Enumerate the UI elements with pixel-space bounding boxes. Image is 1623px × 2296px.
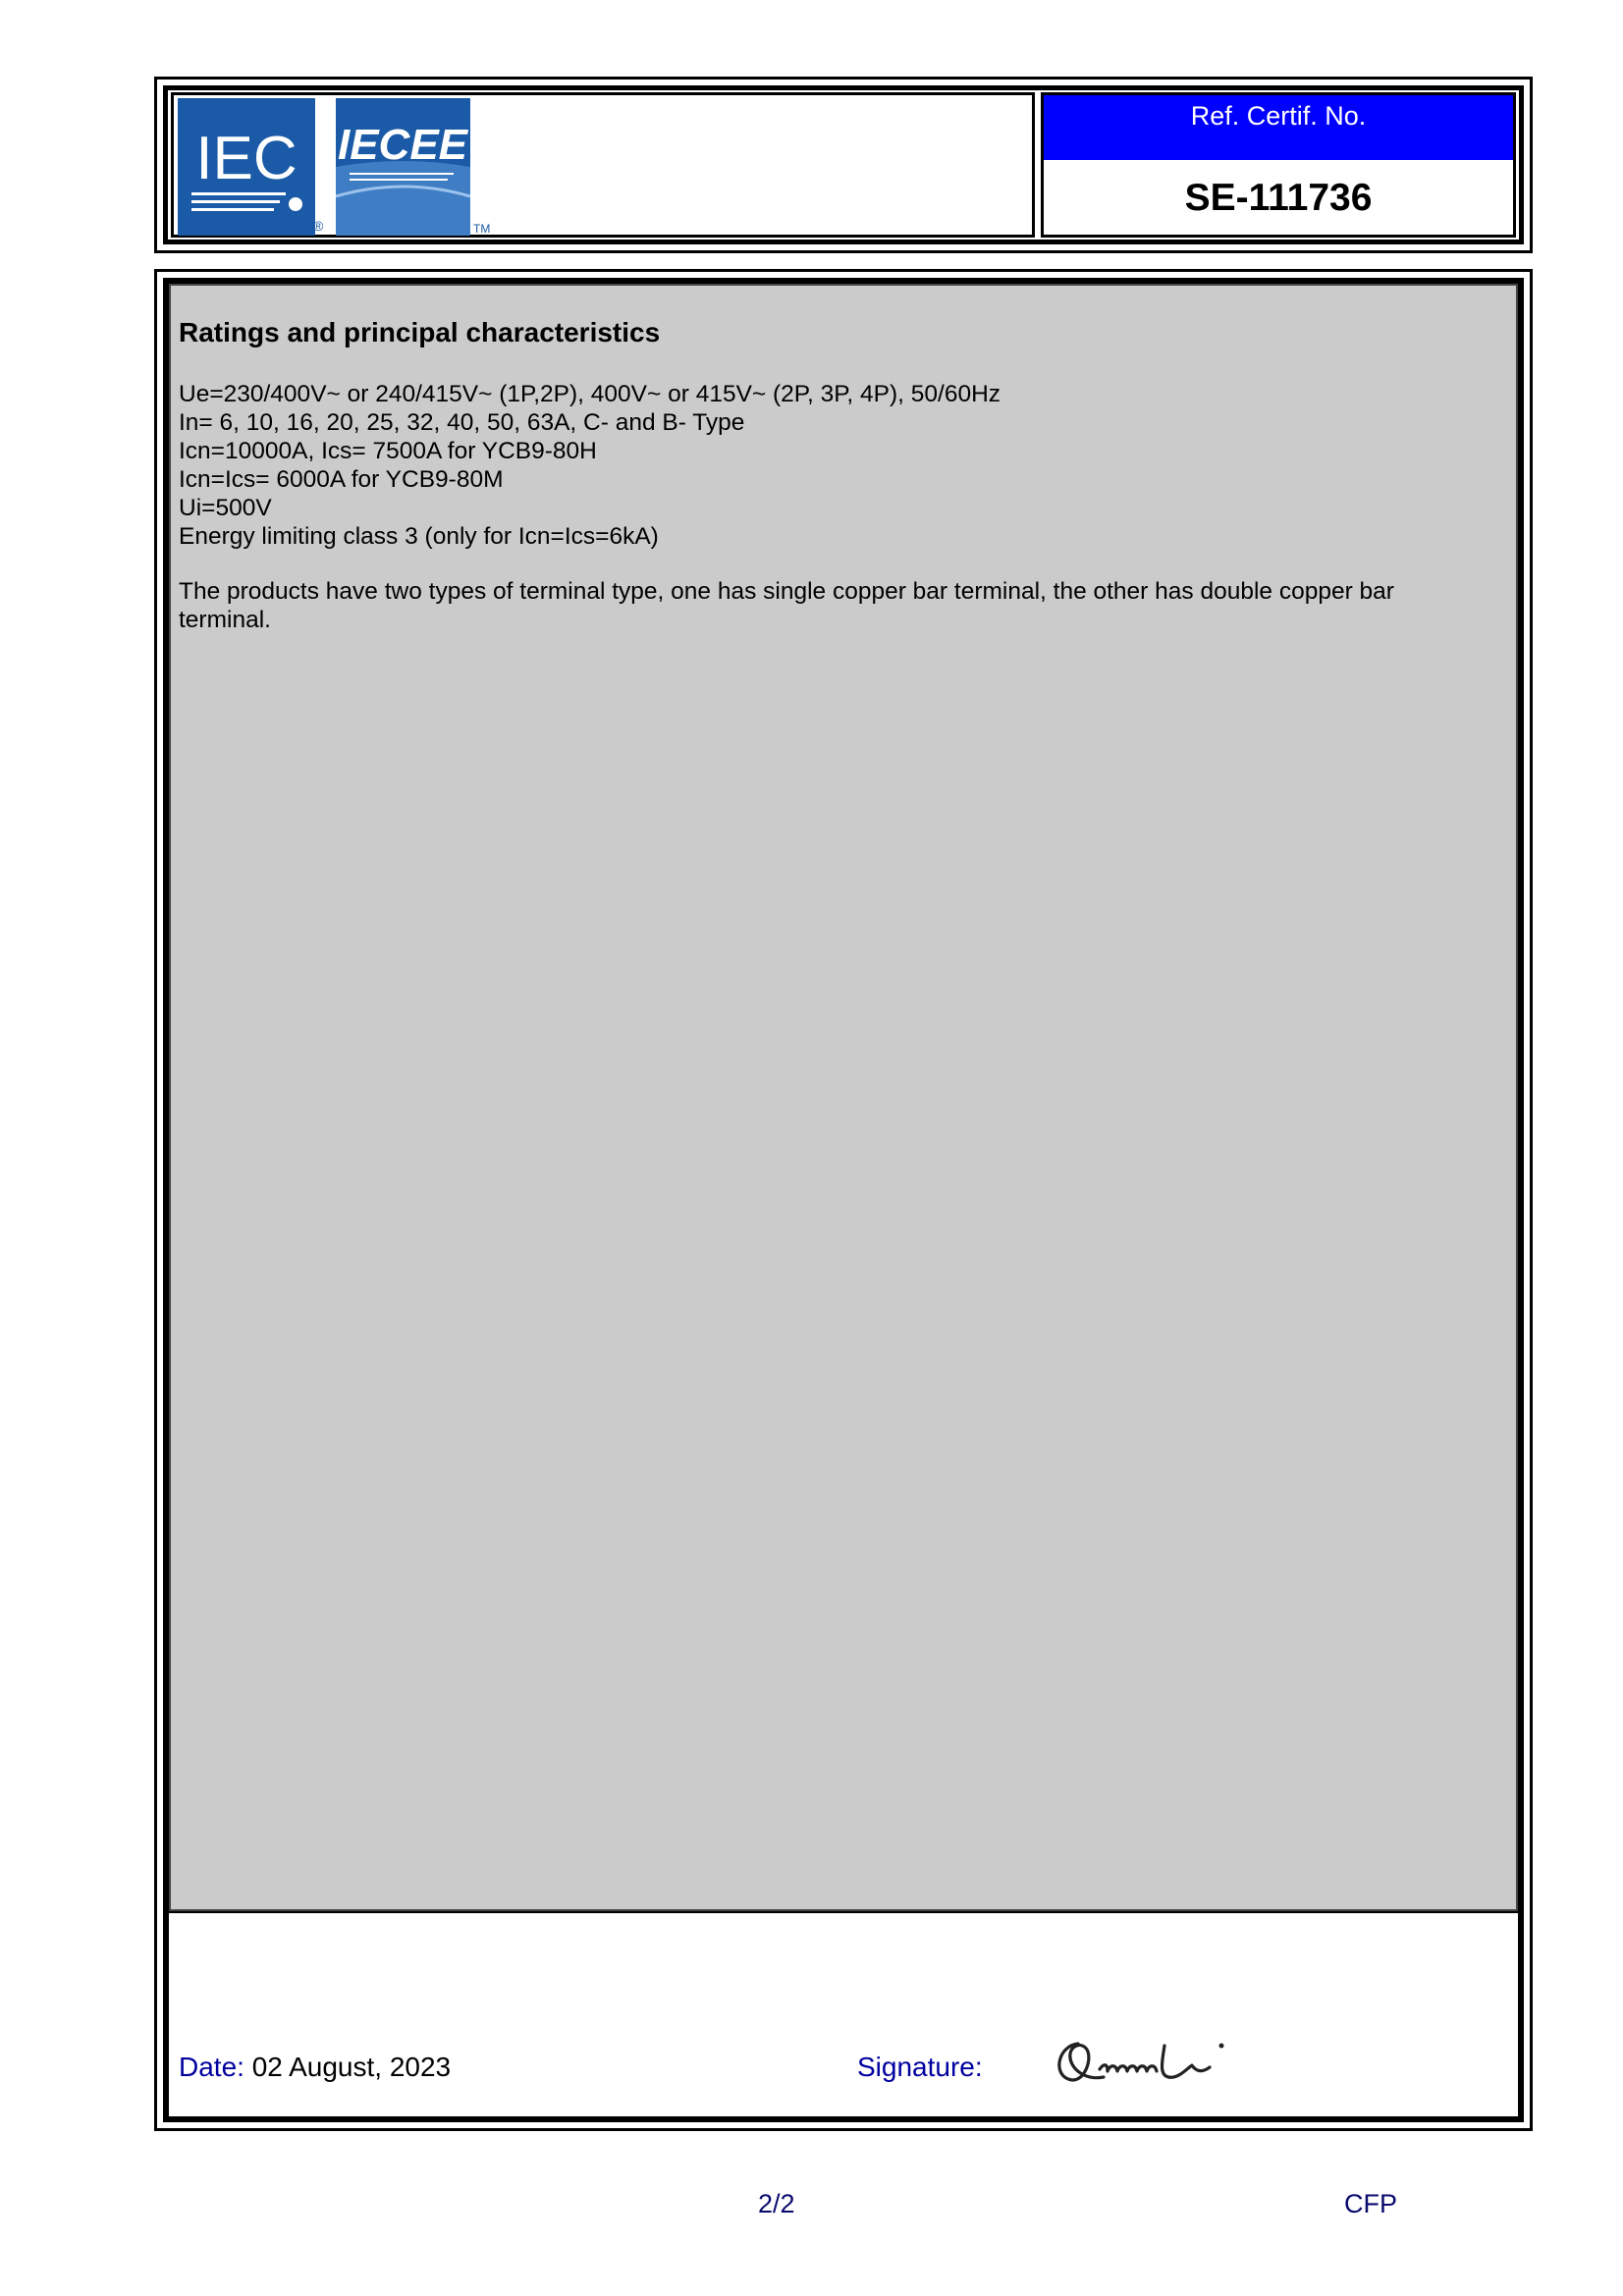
iec-registered-mark: ® — [313, 218, 324, 234]
iecee-logo-text: IECEE — [337, 121, 468, 169]
date-label: Date: — [179, 2052, 244, 2082]
ratings-line: Icn=Ics= 6000A for YCB9-80M — [179, 466, 504, 493]
ref-certificate-label: Ref. Certif. No. — [1044, 95, 1513, 160]
date-value: 02 August, 2023 — [251, 2052, 452, 2082]
section-heading: Ratings and principal characteristics — [179, 317, 661, 347]
ratings-line: Icn=10000A, Ics= 7500A for YCB9-80H — [179, 438, 597, 464]
ref-certificate-box — [1041, 92, 1516, 238]
ratings-list — [179, 380, 1001, 551]
ratings-line: Ue=230/400V~ or 240/415V~ (1P,2P), 400V~ or 415V~ (2P, 3P, 4P), 50/60Hz — [179, 381, 1001, 407]
signature-label: Signature: — [857, 2052, 983, 2082]
page-number: 2/2 — [758, 2189, 795, 2218]
iecee-logo-icon — [336, 98, 470, 236]
document-code: CFP — [1344, 2189, 1397, 2218]
terminal-description: The products have two types of terminal type, one has single copper bar terminal, the other has double copper bar terminal. — [179, 578, 1394, 633]
ref-certificate-number: SE-111736 — [1184, 177, 1373, 219]
signature-panel — [169, 1911, 1518, 2116]
iec-logo-icon — [178, 98, 315, 236]
date-field — [179, 2052, 451, 2083]
ratings-line: Energy limiting class 3 (only for Icn=Ics=6kA) — [179, 523, 659, 550]
iecee-trademark: TM — [473, 222, 491, 236]
ratings-line: In= 6, 10, 16, 20, 25, 32, 40, 50, 63A, C- and B- Type — [179, 409, 745, 436]
ratings-line: Ui=500V — [179, 495, 272, 521]
iec-logo-text: IEC — [195, 125, 298, 192]
signature-icon — [1049, 2024, 1235, 2095]
